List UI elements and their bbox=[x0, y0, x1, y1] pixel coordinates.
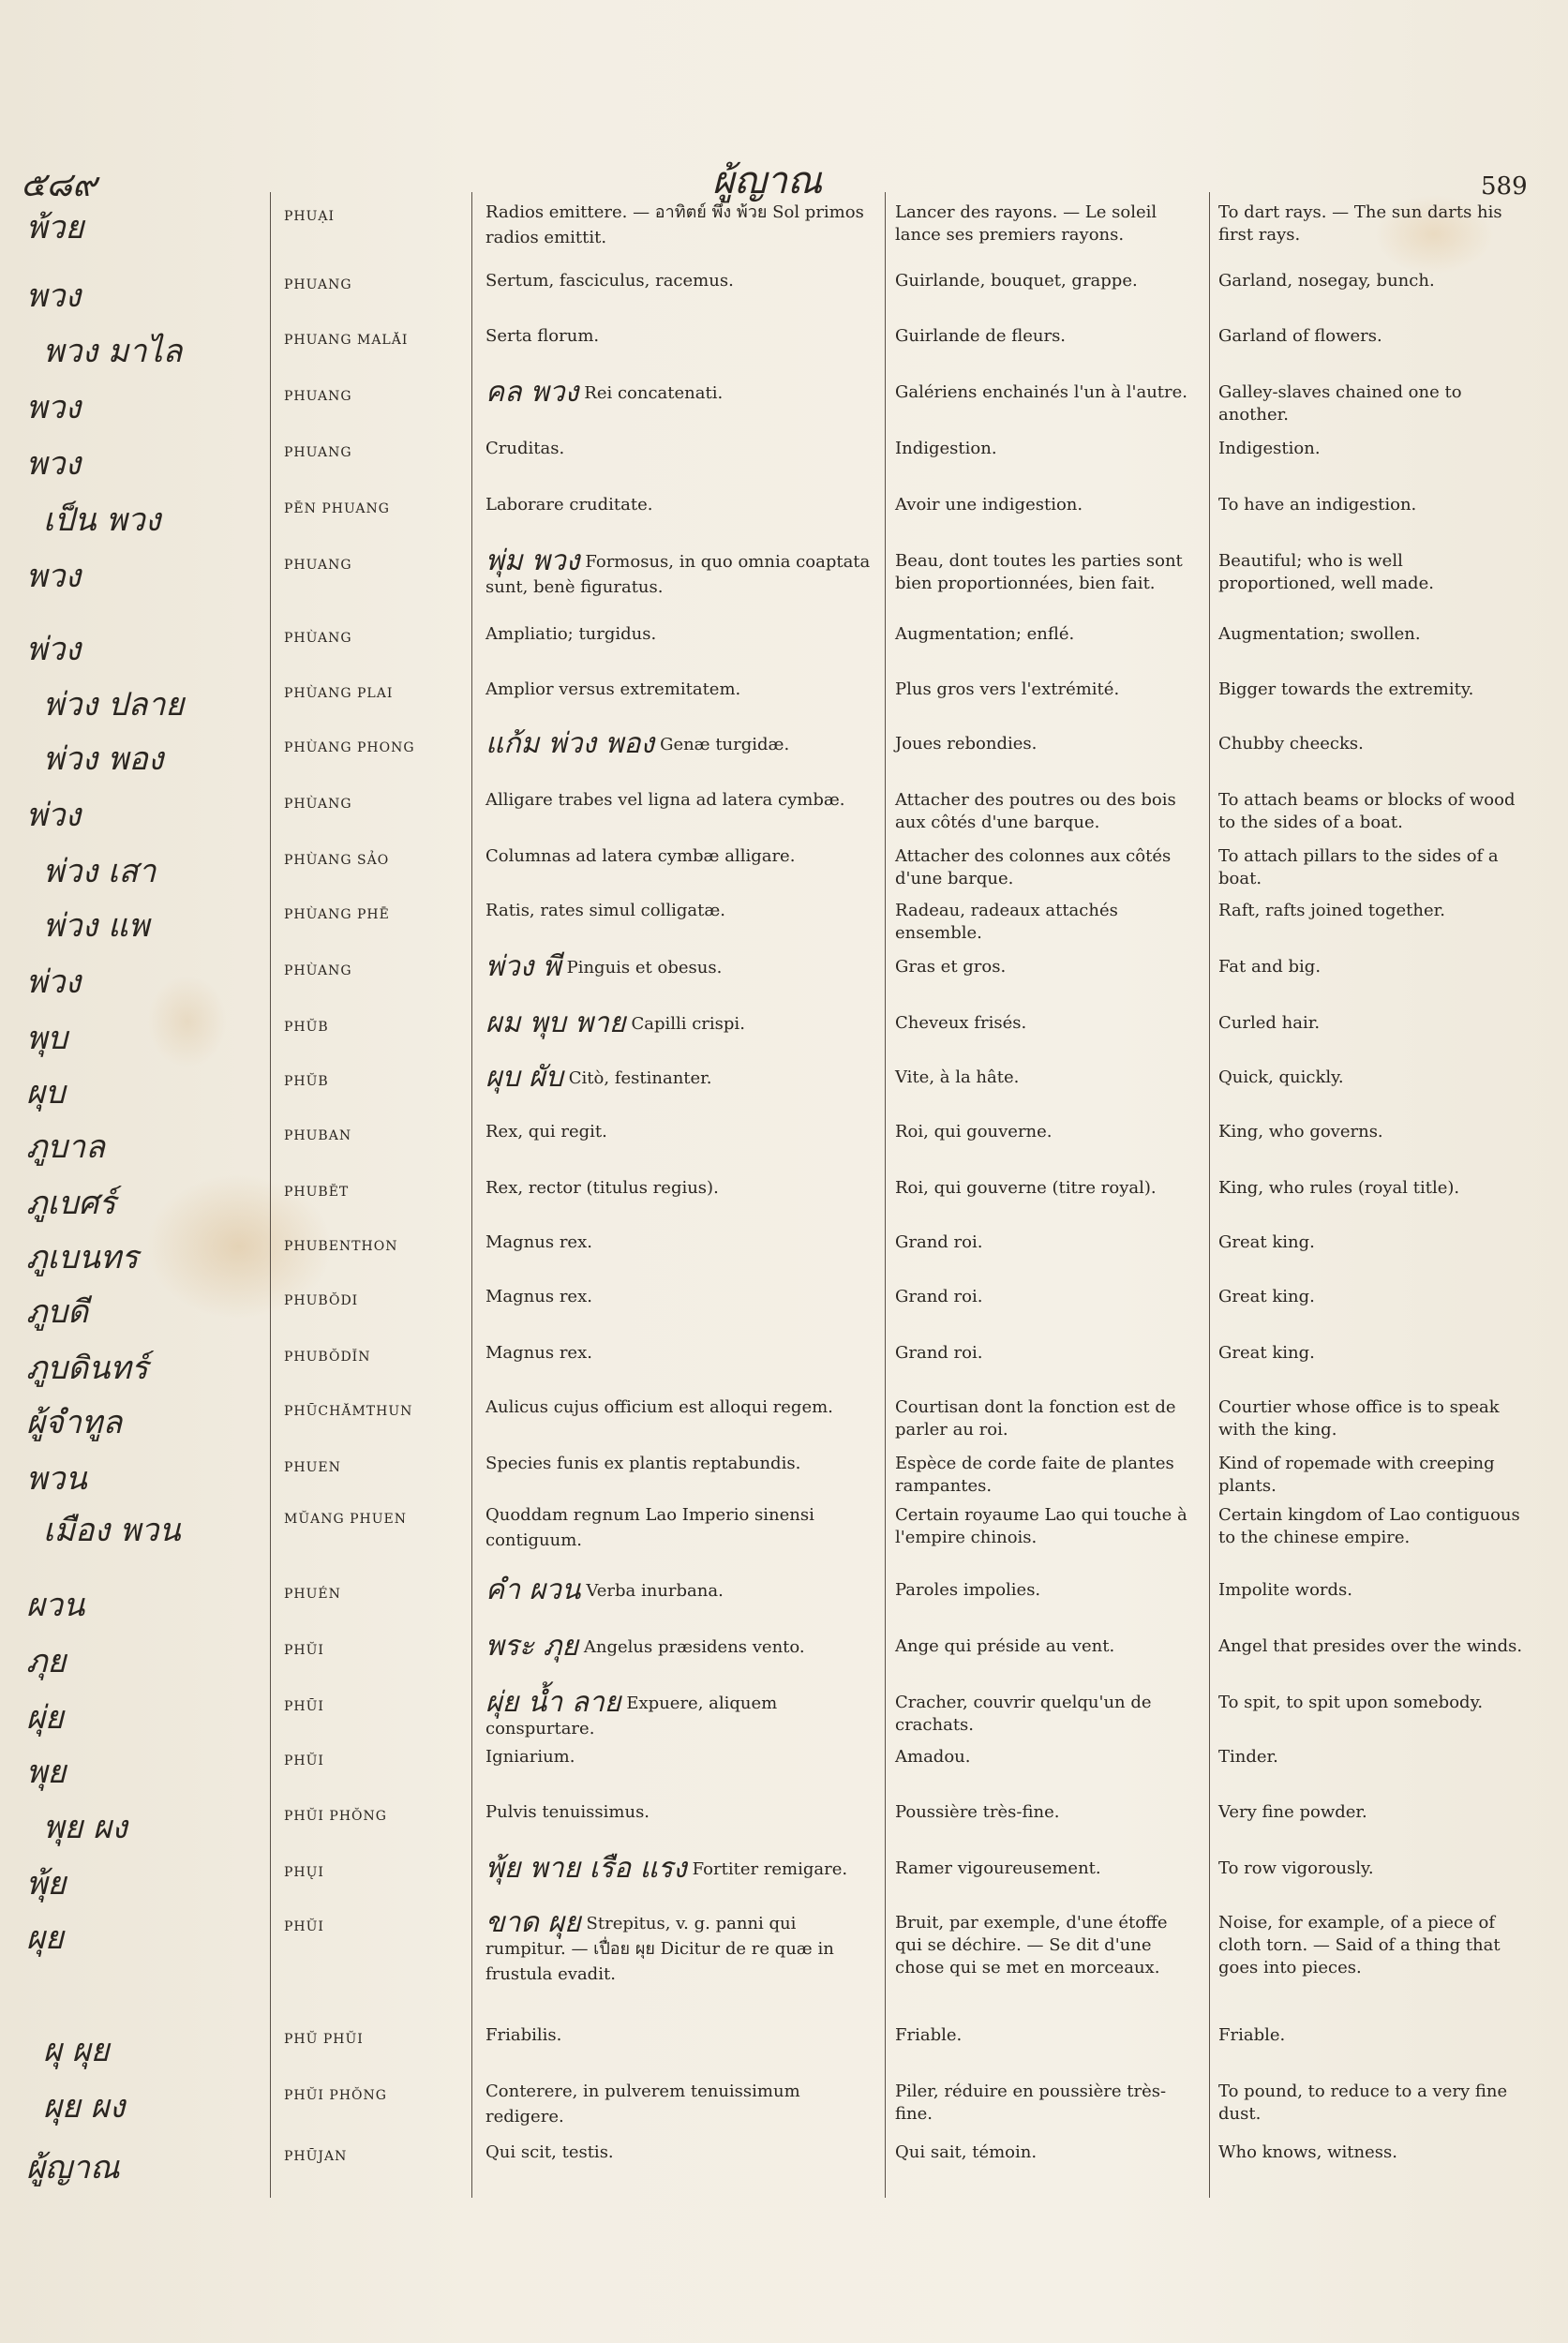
thai-headword: พ่วง เสา bbox=[43, 853, 157, 890]
dictionary-entry bbox=[0, 1121, 1568, 1175]
thai-example: พุ้ย พาย เรือ แรง bbox=[485, 1852, 687, 1885]
thai-headword: ผวน bbox=[26, 1587, 85, 1624]
dictionary-entry bbox=[0, 325, 1568, 380]
latin-definition bbox=[485, 789, 881, 814]
latin-definition bbox=[485, 1852, 881, 1885]
dictionary-entry bbox=[0, 1453, 1568, 1507]
french-definition: Friable. bbox=[895, 2025, 963, 2045]
thai-example: ผุบ ผับ bbox=[485, 1061, 563, 1094]
french-definition: Roi, qui gouverne. bbox=[895, 1122, 1053, 1142]
thai-headword: ภูเบศร์ bbox=[26, 1185, 116, 1222]
thai-example: พระ ภุย bbox=[485, 1630, 578, 1663]
english-definition: To spit, to spit upon somebody. bbox=[1218, 1693, 1484, 1712]
english-definition: Kind of ropemade with creeping plants. bbox=[1218, 1454, 1495, 1496]
thai-headword: เมือง พวน bbox=[43, 1512, 181, 1549]
dictionary-entry bbox=[0, 2081, 1568, 2135]
romanization: PHUÉN bbox=[284, 1587, 341, 1602]
latin-text: Pulvis tenuissimus. bbox=[485, 1802, 650, 1822]
romanization: PHŬI PHŎNG bbox=[284, 1809, 387, 1824]
thai-headword: ผุ่ย bbox=[26, 1699, 64, 1737]
french-definition: Attacher des colonnes aux côtés d'une barque. bbox=[895, 846, 1172, 888]
thai-headword: พุ้ย bbox=[26, 1865, 67, 1903]
thai-example: พุ่ม พวง bbox=[485, 545, 580, 577]
latin-text: Laborare cruditate. bbox=[485, 495, 653, 515]
english-definition: Raft, rafts joined together. bbox=[1218, 901, 1445, 920]
english-definition: Courtier whose office is to speak with the king. bbox=[1218, 1397, 1500, 1440]
dictionary-entry bbox=[0, 1396, 1568, 1451]
dictionary-entry bbox=[0, 270, 1568, 324]
thai-headword: พวน bbox=[26, 1460, 87, 1498]
latin-definition bbox=[485, 623, 881, 649]
dictionary-entry bbox=[0, 1177, 1568, 1231]
latin-definition bbox=[485, 727, 881, 760]
dictionary-entry bbox=[0, 900, 1568, 954]
latin-text: Serta florum. bbox=[485, 326, 600, 346]
romanization: PHŬB bbox=[284, 1074, 329, 1089]
romanization: PHÙANG PHĒ bbox=[284, 907, 390, 922]
latin-text: Magnus rex. bbox=[485, 1343, 592, 1363]
english-definition: Augmentation; swollen. bbox=[1218, 624, 1421, 644]
french-definition: Gras et gros. bbox=[895, 957, 1007, 977]
thai-example: ผม พุบ พาย bbox=[485, 1007, 626, 1039]
english-definition: King, who rules (royal title). bbox=[1218, 1178, 1460, 1198]
latin-text: Radios emittere. — อาทิตย์ พึ่ง พ้วย Sol primos radios emittit. bbox=[485, 202, 864, 247]
thai-headword: พ่วง ปลาย bbox=[43, 686, 185, 724]
romanization: PHŬB bbox=[284, 1020, 329, 1035]
latin-definition bbox=[485, 1906, 881, 1989]
latin-text: Verba inurbana. bbox=[586, 1581, 724, 1601]
english-definition: Who knows, witness. bbox=[1218, 2142, 1397, 2162]
romanization: PHUBŎDI bbox=[284, 1293, 359, 1308]
dictionary-entry bbox=[0, 623, 1568, 678]
romanization: PHUEN bbox=[284, 1460, 341, 1475]
dictionary-entry bbox=[0, 1906, 1568, 1984]
thai-headword: ผู้ญาณ bbox=[26, 2149, 120, 2186]
latin-definition bbox=[485, 2081, 881, 2131]
thai-headword: พุบ bbox=[26, 1020, 67, 1057]
thai-example: ขาด ผุย bbox=[485, 1906, 581, 1939]
dictionary-entry bbox=[0, 1852, 1568, 1912]
thai-headword: พวง bbox=[26, 558, 82, 595]
latin-definition bbox=[485, 900, 881, 925]
page-number-thai: ๕๘๙ bbox=[21, 166, 97, 204]
latin-definition bbox=[485, 325, 881, 351]
latin-text: Citò, festinanter. bbox=[568, 1068, 712, 1088]
latin-text: Ampliatio; turgidus. bbox=[485, 624, 657, 644]
french-definition: Guirlande de fleurs. bbox=[895, 326, 1067, 346]
romanization: PHUBĔT bbox=[284, 1185, 350, 1200]
french-definition: Ange qui préside au vent. bbox=[895, 1636, 1115, 1656]
english-definition: Very fine powder. bbox=[1218, 1802, 1367, 1822]
latin-text: Genæ turgidæ. bbox=[660, 735, 790, 754]
french-definition: Avoir une indigestion. bbox=[895, 495, 1083, 515]
romanization: PHŬI bbox=[284, 1919, 324, 1934]
thai-headword: พ่วง แพ bbox=[43, 907, 150, 945]
romanization: PHŲI bbox=[284, 1865, 324, 1880]
english-definition: Great king. bbox=[1218, 1343, 1315, 1363]
latin-text: Sertum, fasciculus, racemus. bbox=[485, 271, 734, 291]
dictionary-entry bbox=[0, 1630, 1568, 1690]
latin-definition bbox=[485, 1286, 881, 1311]
romanization: PHÙANG PLAI bbox=[284, 686, 394, 701]
thai-headword: พวง bbox=[26, 445, 82, 483]
latin-text: Alligare trabes vel ligna ad latera cymbæ. bbox=[485, 790, 845, 810]
dictionary-entry bbox=[0, 679, 1568, 733]
english-definition: To attach pillars to the sides of a boat. bbox=[1218, 846, 1499, 888]
latin-definition bbox=[485, 1453, 881, 1478]
dictionary-entry bbox=[0, 2024, 1568, 2079]
thai-headword: เป็น พวง bbox=[43, 501, 161, 539]
latin-definition bbox=[485, 1061, 881, 1094]
english-definition: Angel that presides over the winds. bbox=[1218, 1636, 1523, 1656]
french-definition: Espèce de corde faite de plantes rampantes. bbox=[895, 1454, 1174, 1496]
french-definition: Indigestion. bbox=[895, 439, 997, 458]
latin-definition bbox=[485, 1574, 881, 1606]
latin-definition bbox=[485, 376, 881, 409]
latin-text: Friabilis. bbox=[485, 2025, 562, 2045]
dictionary-entry bbox=[0, 1504, 1568, 1559]
page-number: 589 bbox=[1481, 172, 1528, 201]
english-definition: To pound, to reduce to a very fine dust. bbox=[1218, 2082, 1508, 2124]
dictionary-entry bbox=[0, 1061, 1568, 1121]
latin-definition bbox=[485, 1121, 881, 1146]
romanization: PHUBENTHON bbox=[284, 1239, 398, 1254]
french-definition: Grand roi. bbox=[895, 1232, 983, 1252]
english-definition: Impolite words. bbox=[1218, 1580, 1352, 1600]
romanization: PHUANG bbox=[284, 445, 352, 460]
romanization: PHŬI bbox=[284, 1643, 324, 1658]
romanization: PHŪCHĂMTHUN bbox=[284, 1404, 413, 1419]
dictionary-entry bbox=[0, 845, 1568, 900]
latin-definition bbox=[485, 1801, 881, 1827]
latin-definition bbox=[485, 1746, 881, 1771]
french-definition: Certain royaume Lao qui touche à l'empire chinois. bbox=[895, 1505, 1187, 1547]
latin-text: Expuere, aliquem conspurtare. bbox=[485, 1694, 778, 1739]
french-definition: Radeau, radeaux attachés ensemble. bbox=[895, 901, 1118, 943]
romanization: PHÙANG bbox=[284, 963, 352, 978]
english-definition: Noise, for example, of a piece of cloth torn. — Said of a thing that goes into pieces. bbox=[1218, 1913, 1501, 1977]
dictionary-entry bbox=[0, 438, 1568, 492]
latin-text: Angelus præsidens vento. bbox=[583, 1637, 805, 1657]
english-definition: Galley-slaves chained one to another. bbox=[1218, 382, 1462, 425]
dictionary-entry bbox=[0, 789, 1568, 843]
french-definition: Bruit, par exemple, d'une étoffe qui se déchire. — Se dit d'une chose qui se met en morceaux. bbox=[895, 1913, 1168, 1977]
english-definition: To have an indigestion. bbox=[1218, 495, 1417, 515]
latin-text: Magnus rex. bbox=[485, 1287, 592, 1306]
latin-text: Quoddam regnum Lao Imperio sinensi contiguum. bbox=[485, 1505, 814, 1550]
thai-headword: ภูเบนทร bbox=[26, 1239, 139, 1276]
latin-definition bbox=[485, 201, 881, 252]
thai-headword: ผุบ bbox=[26, 1074, 66, 1112]
latin-text: Formosus, in quo omnia coaptata sunt, benè figuratus. bbox=[485, 552, 871, 597]
romanization: PĔN PHUANG bbox=[284, 501, 390, 516]
romanization: PHŪJAN bbox=[284, 2149, 348, 2164]
dictionary-entry bbox=[0, 2142, 1568, 2196]
latin-text: Strepitus, v. g. panni qui rumpitur. — เปื่อย ผุย Dicitur de re quæ in frustula evadit. bbox=[485, 1914, 834, 1984]
french-definition: Plus gros vers l'extrémité. bbox=[895, 679, 1120, 699]
dictionary-entry bbox=[0, 727, 1568, 787]
french-definition: Vite, à la hâte. bbox=[895, 1067, 1020, 1087]
latin-definition bbox=[485, 1231, 881, 1257]
english-definition: Beautiful; who is well proportioned, well made. bbox=[1218, 551, 1434, 593]
latin-text: Amplior versus extremitatem. bbox=[485, 679, 741, 699]
romanization: PHÙANG SẢO bbox=[284, 853, 390, 868]
thai-headword: พ่วง bbox=[26, 797, 82, 834]
latin-definition bbox=[485, 438, 881, 463]
dictionary-entry bbox=[0, 950, 1568, 1010]
romanization: MŬANG PHUEN bbox=[284, 1512, 408, 1527]
romanization: PHŬI PHŎNG bbox=[284, 2088, 387, 2103]
english-definition: To dart rays. — The sun darts his first rays. bbox=[1218, 202, 1502, 245]
latin-text: Aulicus cujus officium est alloqui regem. bbox=[485, 1397, 833, 1417]
latin-text: Cruditas. bbox=[485, 439, 565, 458]
latin-text: Rex, rector (titulus regius). bbox=[485, 1178, 719, 1198]
romanization: PHUANG bbox=[284, 277, 352, 292]
latin-text: Qui scit, testis. bbox=[485, 2142, 614, 2162]
thai-headword: พวง bbox=[26, 277, 82, 315]
romanization: PHUANG bbox=[284, 558, 352, 573]
latin-definition bbox=[485, 1686, 881, 1743]
latin-definition bbox=[485, 1342, 881, 1367]
french-definition: Qui sait, témoin. bbox=[895, 2142, 1038, 2162]
english-definition: Tinder. bbox=[1218, 1747, 1278, 1767]
latin-text: Pinguis et obesus. bbox=[566, 958, 723, 977]
romanization: PHUẠI bbox=[284, 209, 336, 224]
english-definition: Quick, quickly. bbox=[1218, 1067, 1344, 1087]
english-definition: King, who governs. bbox=[1218, 1122, 1383, 1142]
french-definition: Amadou. bbox=[895, 1747, 971, 1767]
latin-definition bbox=[485, 679, 881, 704]
thai-headword: พุย ผง bbox=[43, 1809, 127, 1846]
latin-definition bbox=[485, 1007, 881, 1039]
thai-headword: ผุ ผุย bbox=[43, 2032, 110, 2069]
romanization: PHÙANG bbox=[284, 631, 352, 646]
romanization: PHŬ PHŬI bbox=[284, 2032, 364, 2047]
thai-headword: พวง มาไล bbox=[43, 333, 183, 370]
dictionary-entry bbox=[0, 376, 1568, 436]
latin-text: Magnus rex. bbox=[485, 1232, 592, 1252]
french-definition: Beau, dont toutes les parties sont bien proportionnées, bien fait. bbox=[895, 551, 1183, 593]
english-definition: Curled hair. bbox=[1218, 1013, 1321, 1033]
french-definition: Attacher des poutres ou des bois aux côtés d'une barque. bbox=[895, 790, 1176, 832]
thai-headword: พุย bbox=[26, 1754, 67, 1791]
dictionary-entry bbox=[0, 1007, 1568, 1067]
english-definition: Great king. bbox=[1218, 1232, 1315, 1252]
thai-headword: พ่วง bbox=[26, 631, 82, 668]
french-definition: Roi, qui gouverne (titre royal). bbox=[895, 1178, 1157, 1198]
thai-example: พ่วง พี bbox=[485, 950, 561, 983]
latin-definition bbox=[485, 494, 881, 519]
thai-headword: พ่วง พอง bbox=[43, 740, 164, 778]
romanization: PHUBŎDĬN bbox=[284, 1350, 371, 1365]
french-definition: Galériens enchainés l'un à l'autre. bbox=[895, 382, 1188, 402]
english-definition: Fat and big. bbox=[1218, 957, 1322, 977]
thai-headword: ภูบาล bbox=[26, 1128, 105, 1166]
dictionary-entry bbox=[0, 1746, 1568, 1800]
latin-definition bbox=[485, 1177, 881, 1202]
thai-headword: ภูบดี bbox=[26, 1293, 89, 1331]
english-definition: To attach beams or blocks of wood to the sides of a boat. bbox=[1218, 790, 1516, 832]
latin-text: Conterere, in pulverem tenuissimum redigere. bbox=[485, 2082, 800, 2127]
dictionary-entry bbox=[0, 1286, 1568, 1340]
latin-text: Capilli crispi. bbox=[631, 1014, 745, 1034]
english-definition: Certain kingdom of Lao contiguous to the chinese empire. bbox=[1218, 1505, 1520, 1547]
latin-definition bbox=[485, 1396, 881, 1422]
french-definition: Lancer des rayons. — Le soleil lance ses premiers rayons. bbox=[895, 202, 1157, 245]
thai-headword: พ่วง bbox=[26, 963, 82, 1001]
dictionary-entry bbox=[0, 494, 1568, 548]
thai-headword: ผุย ผง bbox=[43, 2088, 126, 2126]
romanization: PHÙANG bbox=[284, 797, 352, 812]
thai-headword: พ้วย bbox=[26, 209, 84, 246]
romanization: PHÙANG PHONG bbox=[284, 740, 415, 755]
romanization: PHUBAN bbox=[284, 1128, 352, 1143]
latin-text: Columnas ad latera cymbæ alligare. bbox=[485, 846, 796, 866]
latin-text: Ratis, rates simul colligatæ. bbox=[485, 901, 725, 920]
latin-definition bbox=[485, 270, 881, 295]
latin-definition bbox=[485, 845, 881, 871]
dictionary-entry bbox=[0, 1801, 1568, 1856]
thai-headword: ผุย bbox=[26, 1919, 64, 1957]
dictionary-entry bbox=[0, 201, 1568, 256]
running-title: ผู้ญาณ bbox=[712, 159, 823, 202]
thai-example: คำ ผวน bbox=[485, 1574, 581, 1606]
dictionary-entry bbox=[0, 1342, 1568, 1396]
latin-definition bbox=[485, 545, 881, 602]
thai-headword: ภุย bbox=[26, 1643, 67, 1680]
dictionary-entry bbox=[0, 1574, 1568, 1634]
romanization: PHUANG bbox=[284, 389, 352, 404]
thai-headword: พวง bbox=[26, 389, 82, 426]
thai-example: คล พวง bbox=[485, 376, 579, 409]
latin-text: Species funis ex plantis reptabundis. bbox=[485, 1454, 801, 1473]
french-definition: Ramer vigoureusement. bbox=[895, 1858, 1101, 1878]
romanization: PHŬI bbox=[284, 1754, 324, 1768]
english-definition: Great king. bbox=[1218, 1287, 1315, 1306]
romanization: PHUANG MALĂI bbox=[284, 333, 409, 348]
french-definition: Guirlande, bouquet, grappe. bbox=[895, 271, 1138, 291]
english-definition: Garland, nosegay, bunch. bbox=[1218, 271, 1435, 291]
english-definition: Bigger towards the extremity. bbox=[1218, 679, 1474, 699]
latin-definition bbox=[485, 1504, 881, 1555]
french-definition: Augmentation; enflé. bbox=[895, 624, 1075, 644]
english-definition: Chubby cheecks. bbox=[1218, 734, 1364, 754]
dictionary-entry bbox=[0, 1231, 1568, 1286]
latin-definition bbox=[485, 2024, 881, 2050]
thai-example: แก้ม พ่วง พอง bbox=[485, 727, 655, 760]
french-definition: Paroles impolies. bbox=[895, 1580, 1041, 1600]
english-definition: Garland of flowers. bbox=[1218, 326, 1382, 346]
english-definition: Indigestion. bbox=[1218, 439, 1321, 458]
latin-text: Igniarium. bbox=[485, 1747, 575, 1767]
latin-text: Fortiter remigare. bbox=[692, 1859, 848, 1879]
romanization: PHŪI bbox=[284, 1699, 324, 1714]
english-definition: To row vigorously. bbox=[1218, 1858, 1374, 1878]
thai-headword: ผู้จำทูล bbox=[26, 1404, 123, 1441]
thai-headword: ภูบดินทร์ bbox=[26, 1350, 148, 1387]
french-definition: Piler, réduire en poussière très-fine. bbox=[895, 2082, 1167, 2124]
french-definition: Poussière très-fine. bbox=[895, 1802, 1060, 1822]
english-definition: Friable. bbox=[1218, 2025, 1286, 2045]
latin-text: Rei concatenati. bbox=[584, 383, 724, 403]
french-definition: Cheveux frisés. bbox=[895, 1013, 1027, 1033]
latin-text: Rex, qui regit. bbox=[485, 1122, 607, 1142]
french-definition: Courtisan dont la fonction est de parler au roi. bbox=[895, 1397, 1176, 1440]
french-definition: Grand roi. bbox=[895, 1287, 983, 1306]
french-definition: Joues rebondies. bbox=[895, 734, 1038, 754]
thai-example: ผุ่ย น้ำ ลาย bbox=[485, 1686, 621, 1719]
dictionary-entry bbox=[0, 545, 1568, 604]
latin-definition bbox=[485, 1630, 881, 1663]
french-definition: Grand roi. bbox=[895, 1343, 983, 1363]
latin-definition bbox=[485, 2142, 881, 2167]
french-definition: Cracher, couvrir quelqu'un de crachats. bbox=[895, 1693, 1152, 1735]
latin-definition bbox=[485, 950, 881, 983]
dictionary-entry bbox=[0, 1686, 1568, 1746]
